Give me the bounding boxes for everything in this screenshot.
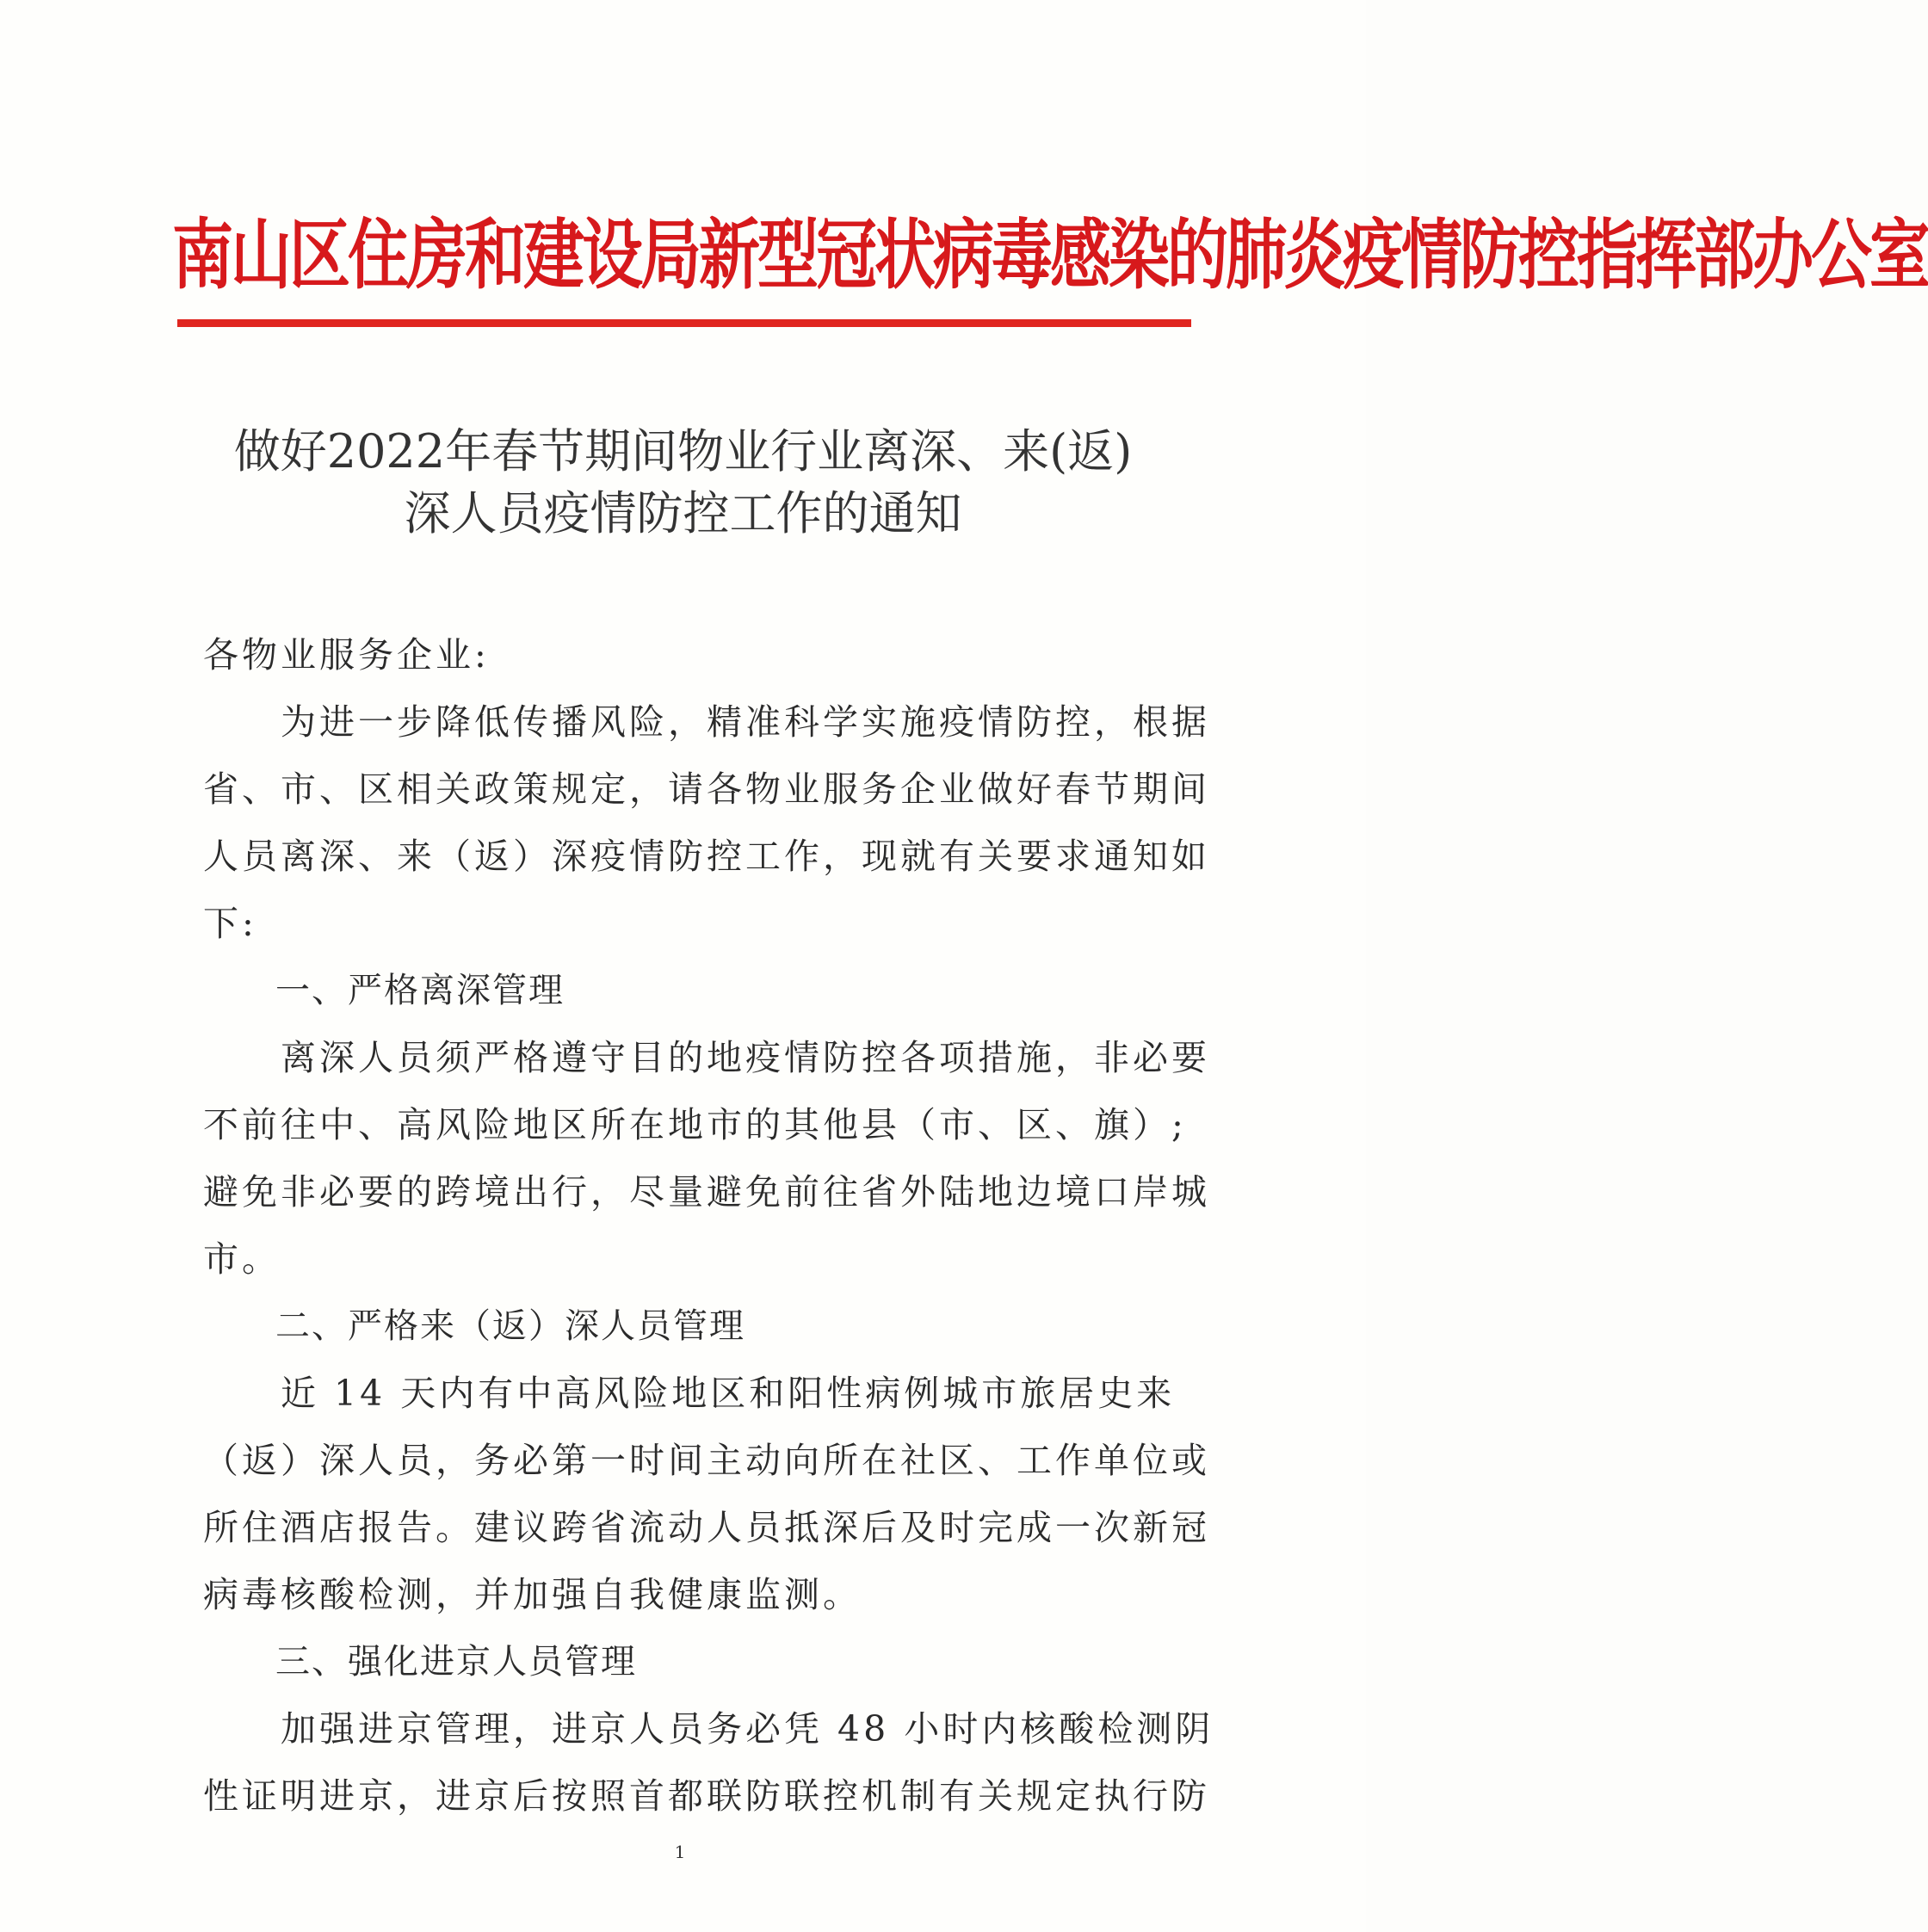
document-title-line-1: 做好2022年春节期间物业行业离深、来(返) [233,424,1133,478]
section-3-line-2: 性证明进京，进京后按照首都联防联控机制有关规定执行防 [203,1775,1210,1817]
section-1-line-2: 不前往中、高风险地区所在地市的其他县（市、区、旗）; [203,1104,1187,1145]
intro-line-1: 为进一步降低传播风险，精准科学实施疫情防控，根据 [203,701,1210,743]
section-3-line-1: 加强进京管理，进京人员务必凭 48 小时内核酸检测阴 [203,1708,1214,1750]
section-2-line-3: 所住酒店报告。建议跨省流动人员抵深后及时完成一次新冠 [203,1507,1210,1548]
section-1-line-1: 离深人员须严格遵守目的地疫情防控各项措施，非必要 [203,1037,1210,1078]
issuing-office-header: 南山区住房和建设局新型冠状病毒感染的肺炎疫情防控指挥部办公室 [172,210,1928,300]
section-2-heading: 二、严格来（返）深人员管理 [203,1306,745,1346]
section-2-line-1: 近 14 天内有中高风险地区和阳性病例城市旅居史来 [203,1373,1176,1414]
section-1-line-3: 避免非必要的跨境出行，尽量避免前往省外陆地边境口岸城 [203,1171,1210,1213]
section-1-heading: 一、严格离深管理 [203,971,565,1010]
salutation: 各物业服务企业: [203,634,490,676]
intro-line-4: 下: [203,903,257,944]
document-title-line-2: 深人员疫情防控工作的通知 [404,486,962,540]
intro-line-3: 人员离深、来（返）深疫情防控工作，现就有关要求通知如 [203,836,1210,877]
section-2-line-2: （返）深人员，务必第一时间主动向所在社区、工作单位或 [203,1440,1210,1481]
section-3-heading: 三、强化进京人员管理 [203,1642,637,1682]
section-1-line-4: 市。 [203,1238,281,1280]
page-number: 1 [674,1842,686,1862]
intro-line-2: 省、市、区相关政策规定，请各物业服务企业做好春节期间 [203,768,1210,810]
red-header-rule [177,319,1191,327]
section-2-line-4: 病毒核酸检测，并加强自我健康监测。 [203,1574,862,1615]
